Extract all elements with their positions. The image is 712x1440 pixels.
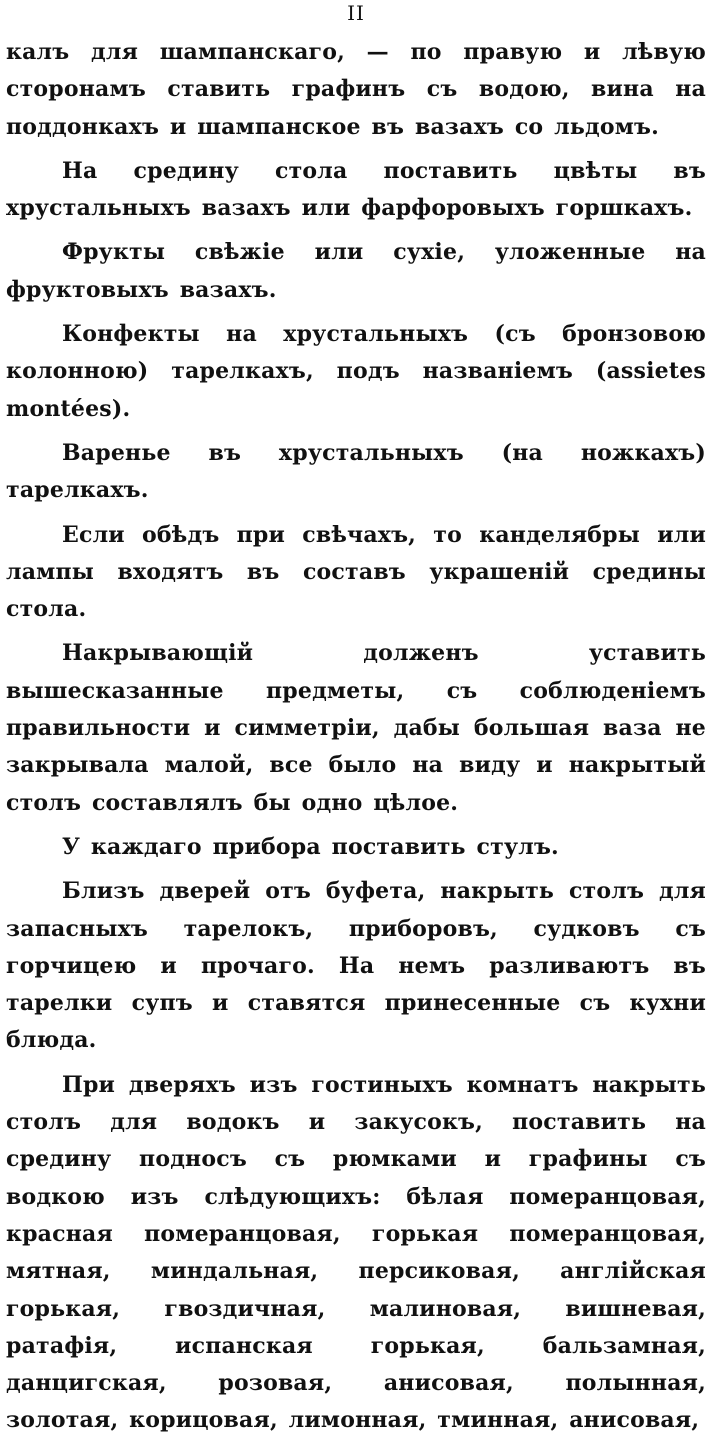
paragraph-6: Если обѣдъ при свѣчахъ, то канделябры или лампы входятъ въ составъ украшеній средины стола. bbox=[6, 521, 706, 623]
paragraph-5: Варенье въ хрустальныхъ (на ножкахъ) тарелкахъ. bbox=[6, 439, 706, 504]
paragraph-1: калъ для шампанскаго, — по правую и лѣвую сторонамъ ставить графинъ съ водою, вина на поддонкахъ и шампанское въ вазахъ со льдомъ. bbox=[6, 39, 706, 140]
paragraph-4: Конфекты на хрустальныхъ (съ бронзовою колонною) тарелкахъ, подъ названіемъ (assietes montées). bbox=[6, 321, 706, 422]
paragraph-2: На средину стола поставить цвѣты въ хрустальныхъ вазахъ или фарфоровыхъ горшкахъ. bbox=[6, 157, 706, 222]
paragraph-8: У каждаго прибора поставить стулъ. bbox=[62, 833, 559, 860]
paragraph-3: Фрукты свѣжіе или сухіе, уложенные на фруктовыхъ вазахъ. bbox=[6, 239, 706, 303]
paragraph-9: Близъ дверей отъ буфета, накрыть столъ для запасныхъ тарелокъ, приборовъ, судковъ съ горчицею и прочаго. На немъ разливаютъ въ тарелки супъ и ставятся принесенные съ кухни блюда. bbox=[6, 878, 706, 1054]
paragraph-7: Накрывающій долженъ уставить вышесказанные предметы, съ соблюденіемъ правильности и симметріи, дабы большая ваза не закрывала малой, все было на виду и накрытый столъ составлялъ бы одно цѣлое. bbox=[6, 640, 706, 816]
paragraph-10: При дверяхъ изъ гостиныхъ комнатъ накрыть столъ для водокъ и закусокъ, поставить на средину подносъ съ рюмками и графины съ водкою изъ слѣдующихъ: бѣлая померанцовая, красная померанцовая, горькая померанцовая, мятная, миндальная, персиковая, англійская горькая, гвоздичная, малиновая, вишневая, ратафія, испанская горькая, бальзамная, данцигская, розовая, анисовая, полынная, золотая, корицовая, лимонная, тминная, анисовая, bbox=[6, 1071, 706, 1434]
page-number: II bbox=[347, 1, 365, 25]
